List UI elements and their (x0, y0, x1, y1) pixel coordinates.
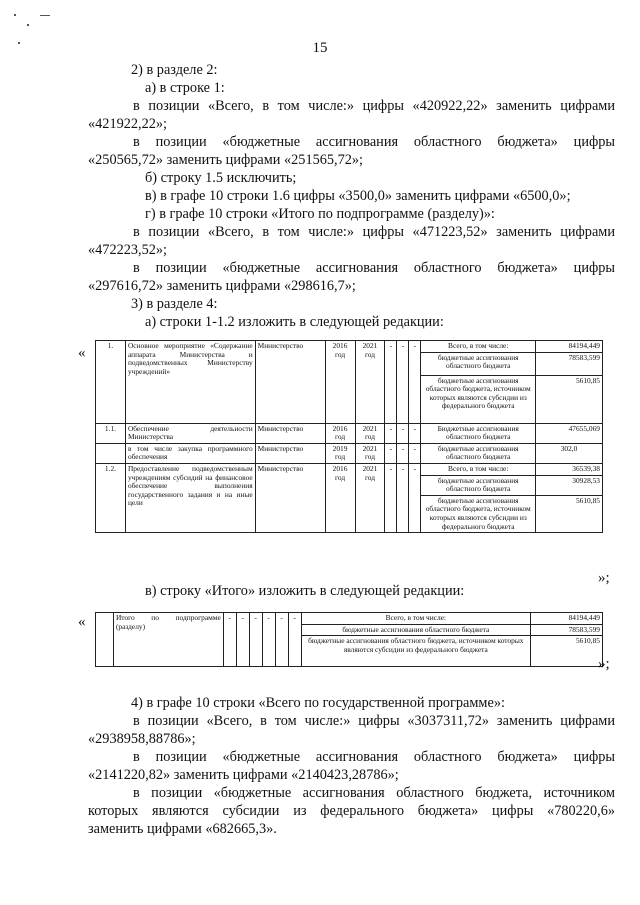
table-row (96, 423, 603, 443)
row-executor: Министерство (255, 423, 325, 443)
funding-value: 5610,85 (536, 495, 603, 532)
funding-label: бюджетные ассигнования областного бюджета (301, 624, 530, 636)
funding-label: бюджетные ассигнования областного бюджета (421, 443, 536, 463)
text-line: «250565,72» заменить цифрами «251565,72»; (88, 152, 364, 168)
text-line: 3) в разделе 4: (131, 296, 218, 312)
funding-value: 78583,599 (536, 352, 603, 375)
text-line: а) строки 1-1.2 изложить в следующей редакции: (145, 314, 444, 330)
row-dash: - (409, 423, 421, 443)
row-executor: Министерство (255, 443, 325, 463)
text-line: в) строку «Итого» изложить в следующей редакции: (145, 583, 465, 599)
text-line: б) строку 1.5 исключить; (145, 170, 297, 186)
text-line: 2) в разделе 2: (131, 62, 218, 78)
row-dash: - (409, 463, 421, 532)
table-row (96, 463, 603, 475)
open-quote: « (78, 614, 86, 630)
funding-value: 5610,85 (536, 375, 603, 423)
row-dash: - (397, 443, 409, 463)
funding-label: Бюджетные ассигнования областного бюджета (421, 423, 536, 443)
row-name: Предоставление подведомственным учреждениям субсидий на финансовое обеспечение выполнения государственного задания и на иные цели (125, 463, 255, 532)
text-line: г) в графе 10 строки «Итого по подпрограмме (разделу)»: (145, 206, 495, 222)
text-line: в позиции «бюджетные ассигнования областного бюджета» цифры (133, 260, 615, 276)
table-row (96, 341, 603, 353)
funding-value: 84194,449 (536, 341, 603, 353)
row-dash: - (275, 613, 288, 667)
row-dash: - (397, 463, 409, 532)
row-dash: - (249, 613, 262, 667)
row-name: Итого по подпрограмме (разделу) (113, 613, 223, 667)
row-dash: - (288, 613, 301, 667)
row-name: в том числе закупка программного обеспечения (125, 443, 255, 463)
funding-value: 47655,069 (536, 423, 603, 443)
row-dash: - (409, 341, 421, 424)
scan-mark (14, 14, 16, 16)
text-line: заменить цифрами «682665,3». (88, 821, 277, 837)
scan-mark (40, 15, 50, 16)
row-year-end: 2021 год (355, 443, 385, 463)
text-line: которых являются субсидии из федерального бюджета» цифры «780220,6» (88, 803, 615, 819)
funding-label: бюджетные ассигнования областного бюджета (421, 352, 536, 375)
page-number: 15 (312, 40, 328, 56)
funding-value: 302,0 (536, 443, 603, 463)
text-line: в позиции «бюджетные ассигнования областного бюджета» цифры (133, 749, 615, 765)
funding-label: бюджетные ассигнования областного бюджета (421, 475, 536, 495)
funding-value: 30928,53 (536, 475, 603, 495)
funding-value: 5610,85 (531, 636, 603, 667)
row-dash: - (409, 443, 421, 463)
funding-value: 78583,599 (531, 624, 603, 636)
row-dash: - (385, 463, 397, 532)
row-dash: - (397, 423, 409, 443)
text-line: в позиции «Всего, в том числе:» цифры «420922,22» заменить цифрами (133, 98, 615, 114)
row-year-start: 2016 год (325, 423, 355, 443)
row-dash: - (223, 613, 236, 667)
close-quote: »; (598, 656, 610, 672)
text-line: «2938958,88786»; (88, 731, 196, 747)
row-number (96, 443, 126, 463)
text-line: в позиции «бюджетные ассигнования областного бюджета» цифры (133, 134, 615, 150)
close-quote: »; (598, 570, 610, 586)
row-dash: - (236, 613, 249, 667)
row-year-start: 2019 год (325, 443, 355, 463)
row-dash: - (262, 613, 275, 667)
funding-label: бюджетные ассигнования областного бюджета, источником которых являются субсидии из федерального бюджета (301, 636, 530, 667)
funding-label: Всего, в том числе: (421, 341, 536, 353)
row-number: 1.2. (96, 463, 126, 532)
funding-label: бюджетные ассигнования областного бюджета, источником которых являются субсидии из федерального бюджета (421, 495, 536, 532)
text-line: в позиции «Всего, в том числе:» цифры «3037311,72» заменить цифрами (133, 713, 615, 729)
text-line: в позиции «бюджетные ассигнования областного бюджета, источником (133, 785, 615, 801)
text-line: «421922,22»; (88, 116, 168, 132)
funding-value: 84194,449 (531, 613, 603, 625)
funding-label: Всего, в том числе: (301, 613, 530, 625)
text-line: 4) в графе 10 строки «Всего по государственной программе»: (131, 695, 505, 711)
row-dash: - (397, 341, 409, 424)
row-year-start: 2016 год (325, 463, 355, 532)
text-line: «297616,72» заменить цифрами «298616,7»; (88, 278, 356, 294)
row-name: Обеспечение деятельности Министерства (125, 423, 255, 443)
table-itogo (95, 612, 603, 667)
open-quote: « (78, 345, 86, 361)
row-year-end: 2021 год (355, 341, 385, 424)
text-line: а) в строке 1: (145, 80, 225, 96)
row-dash: - (385, 443, 397, 463)
text-line: «472223,52»; (88, 242, 168, 258)
row-year-end: 2021 год (355, 463, 385, 532)
row-name: Основное мероприятие «Содержание аппарата Министерства и подведомственных Министерству учреждений» (125, 341, 255, 424)
text-line: «2141220,82» заменить цифрами «2140423,28786»; (88, 767, 399, 783)
scan-mark (27, 24, 29, 26)
table-rows-1-1-2 (95, 340, 603, 533)
row-year-end: 2021 год (355, 423, 385, 443)
funding-label: бюджетные ассигнования областного бюджета, источником которых являются субсидии из федерального бюджета (421, 375, 536, 423)
table-row (96, 443, 603, 463)
funding-label: Всего, в том числе: (421, 463, 536, 475)
table-row (96, 613, 603, 625)
text-line: в позиции «Всего, в том числе:» цифры «471223,52» заменить цифрами (133, 224, 615, 240)
row-year-start: 2016 год (325, 341, 355, 424)
row-number: 1.1. (96, 423, 126, 443)
funding-value: 36539,38 (536, 463, 603, 475)
row-dash: - (385, 341, 397, 424)
text-line: в) в графе 10 строки 1.6 цифры «3500,0» заменить цифрами «6500,0»; (145, 188, 571, 204)
row-executor: Министерство (255, 463, 325, 532)
row-number: 1. (96, 341, 126, 424)
row-executor: Министерство (255, 341, 325, 424)
row-dash: - (385, 423, 397, 443)
empty-cell (96, 613, 114, 667)
